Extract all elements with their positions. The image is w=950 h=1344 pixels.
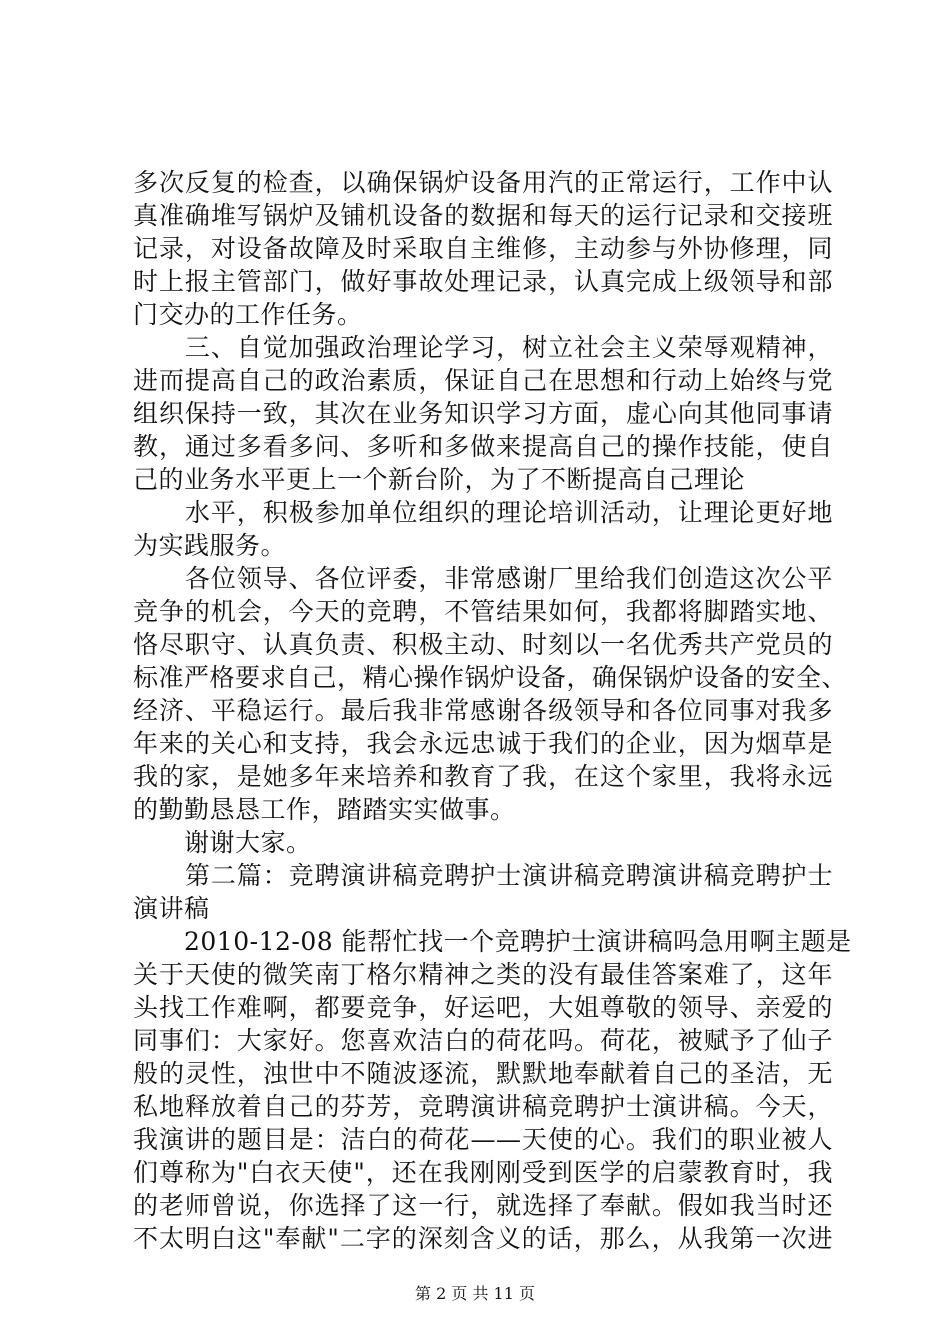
text-line: 同事们：大家好。您喜欢洁白的荷花吗。荷花，被赋予了仙子 (133, 1026, 833, 1055)
text-line: 头找工作难啊，都要竞争，好运吧，大姐尊敬的领导、亲爱的 (133, 993, 833, 1022)
text-line: 般的灵性，浊世中不随波逐流，默默地奉献着自己的圣洁，无 (133, 1059, 833, 1088)
text-line: 真准确堆写锅炉及铺机设备的数据和每天的运行记录和交接班 (133, 201, 833, 230)
text-line: 年来的关心和支持，我会永远忠诚于我们的企业，因为烟草是 (133, 729, 833, 758)
text-line: 我的家，是她多年来培养和教育了我，在这个家里，我将永远 (133, 762, 833, 791)
section-heading: 第二篇：竞聘演讲稿竞聘护士演讲稿竞聘演讲稿竞聘护士 (133, 861, 833, 890)
text-line: 谢谢大家。 (133, 828, 312, 857)
page-number-footer: 第 2 页 共 11 页 (415, 1284, 535, 1303)
text-line: 我演讲的题目是：洁白的荷花——天使的心。我们的职业被人 (133, 1125, 833, 1154)
text-line: 经济、平稳运行。最后我非常感谢各级领导和各位同事对我多 (133, 696, 833, 725)
document-body (133, 166, 852, 1255)
text-line: 多次反复的检查，以确保锅炉设备用汽的正常运行，工作中认 (133, 168, 833, 197)
text-line: 时上报主管部门，做好事故处理记录，认真完成上级领导和部 (133, 267, 833, 296)
text-line: 三、自觉加强政治理论学习，树立社会主义荣辱观精神， (133, 333, 833, 362)
text-line: 恪尽职守、认真负责、积极主动、时刻以一名优秀共产党员的 (133, 630, 833, 659)
text-line: 关于天使的微笑南丁格尔精神之类的没有最佳答案难了，这年 (133, 960, 833, 989)
text-line: 各位领导、各位评委，非常感谢厂里给我们创造这次公平 (133, 564, 833, 593)
text-line: 2010-12-08 能帮忙找一个竞聘护士演讲稿吗急用啊主题是 (133, 927, 852, 956)
text-line: 记录，对设备故障及时采取自主维修，主动参与外协修理，同 (133, 234, 833, 263)
text-line: 标准严格要求自己，精心操作锅炉设备，确保锅炉设备的安全、 (133, 663, 848, 692)
text-line: 的老师曾说，你选择了这一行，就选择了奉献。假如我当时还 (133, 1191, 833, 1220)
section-heading: 演讲稿 (133, 894, 210, 923)
text-line: 己的业务水平更上一个新台阶，为了不断提高自己理论 (133, 465, 746, 494)
text-line: 门交办的工作任务。 (133, 300, 363, 329)
text-line: 为实践服务。 (133, 531, 287, 560)
text-line: 的勤勤恳恳工作，踏踏实实做事。 (133, 795, 516, 824)
text-line: 进而提高自己的政治素质，保证自己在思想和行动上始终与党 (133, 366, 833, 395)
text-line: 组织保持一致，其次在业务知识学习方面，虚心向其他同事请 (133, 399, 833, 428)
text-line: 竞争的机会，今天的竞聘，不管结果如何，我都将脚踏实地、 (133, 597, 833, 626)
text-line: 私地释放着自己的芬芳，竞聘演讲稿竞聘护士演讲稿。今天， (133, 1092, 833, 1121)
text-line: 教，通过多看多问、多听和多做来提高自己的操作技能，使自 (133, 432, 833, 461)
text-line: 不太明白这"奉献"二字的深刻含义的话，那么，从我第一次进 (133, 1224, 833, 1253)
text-line: 水平，积极参加单位组织的理论培训活动，让理论更好地 (133, 498, 833, 527)
text-line: 们尊称为"白衣天使"，还在我刚刚受到医学的启蒙教育时，我 (133, 1158, 833, 1187)
